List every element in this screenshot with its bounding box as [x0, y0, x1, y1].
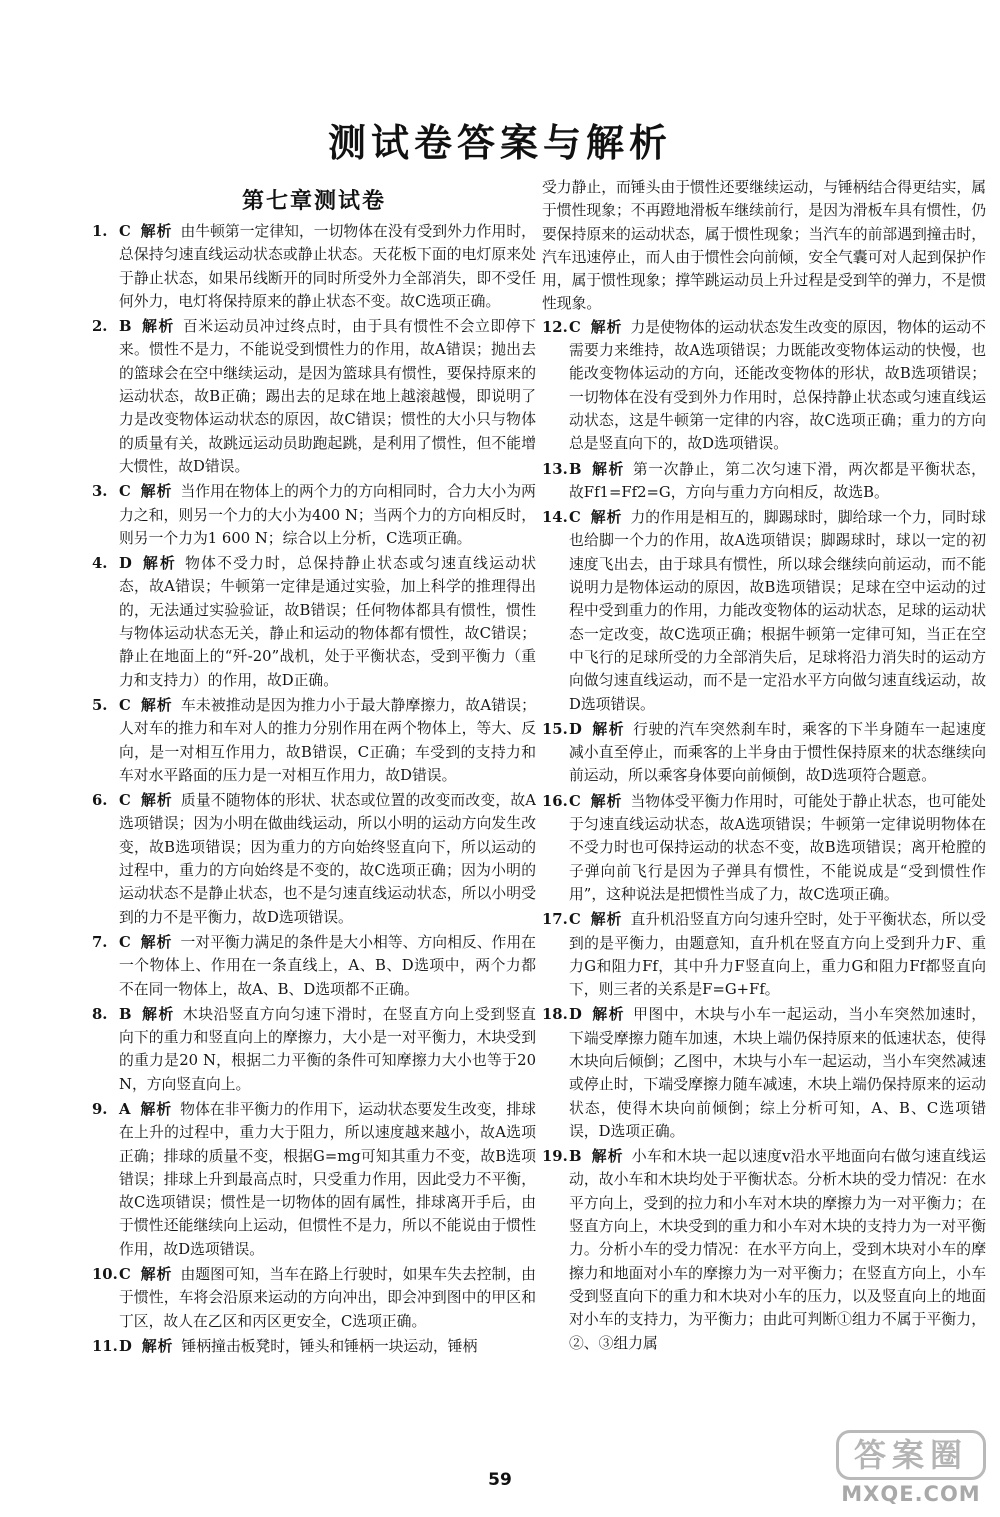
answer-choice: B [569, 460, 582, 478]
answer-choice: C [119, 223, 131, 240]
analysis-tag: 解析 [140, 1266, 173, 1284]
question-number: 6. [92, 792, 108, 810]
page-number: 59 [488, 1470, 512, 1490]
answer-choice: C [119, 696, 131, 714]
answer-item [92, 220, 536, 313]
answer-choice: D [119, 555, 132, 573]
analysis-tag: 解析 [141, 555, 178, 573]
answer-choice: B [119, 1005, 132, 1023]
answer-choice: B [569, 1148, 582, 1166]
question-number: 5. [92, 696, 108, 714]
question-number: 17. [542, 911, 568, 929]
explanation-text: 直升机沿竖直方向匀速升空时，处于平衡状态，所以受到的是平衡力，由题意知，直升机在竖直方向上受到升力F、重力G和阻力Ff，其中升力F竖直向上，重力G和阻力Ff都竖直向下，则三者的关系是F=G+Ff。 [569, 911, 986, 999]
answer-choice: C [569, 911, 581, 929]
explanation-text: 百米运动员冲过终点时，由于具有惯性不会立即停下来。惯性不是力，不能说受到惯性力的作用，故A错误；抛出去的篮球会在空中继续运动，是因为篮球具有惯性，要保持原来的运动状态，故B正确；踢出去的足球在地上越滚越慢，即说明了力是改变物体运动状态的原因，故C错误；惯性的大小只与物体的质量有关，故跳远运动员助跑起跳，是利用了惯性，但不能增大惯性，故D错误。 [119, 318, 536, 475]
question-number: 9. [92, 1100, 108, 1118]
answer-item [92, 931, 536, 1001]
explanation-text: 当物体受平衡力作用时，可能处于静止状态，也可能处于匀速直线运动状态，故A选项错误；牛顿第一定律说明物体在不受力时也可保持运动的状态不变，故B选项错误；离开枪膛的子弹向前飞行是因为子弹具有惯性，不能说成是“受到惯性作用”，这种说法是把惯性当成了力，故C选项正确。 [569, 792, 986, 903]
answer-item [542, 316, 986, 456]
analysis-tag: 解析 [140, 696, 173, 714]
answer-item [92, 1263, 536, 1333]
analysis-tag: 解析 [590, 911, 623, 929]
question-number: 2. [92, 318, 108, 336]
answer-choice: C [569, 792, 581, 810]
explanation-text: 物体不受力时，总保持静止状态或匀速直线运动状态，故A错误；牛顿第一定律是通过实验，加上科学的推理得出的，无法通过实验验证，故B错误；任何物体都具有惯性，惯性与物体运动状态无关，静止和运动的物体都有惯性，故C错误；静止在地面上的“歼-20”战机，处于平衡状态，受到平衡力（重力和支持力）的作用，故D正确。 [119, 555, 536, 689]
analysis-tag: 解析 [591, 1148, 624, 1166]
question-number: 8. [92, 1005, 108, 1023]
section-title: 第七章测试卷 [241, 189, 386, 214]
answer-choice: D [569, 720, 582, 738]
question-number: 1. [92, 223, 108, 240]
answer-item [92, 315, 536, 478]
explanation-text: 行驶的汽车突然刹车时，乘客的下半身随车一起速度减小直至停止，而乘客的上半身由于惯性保持原来的状态继续向前运动，所以乘客身体要向前倾倒，故D选项符合题意。 [569, 720, 986, 785]
question-number: 19. [542, 1148, 568, 1166]
analysis-tag: 解析 [140, 223, 173, 240]
explanation-text: 力的作用是相互的，脚踢球时，脚给球一个力，同时球也给脚一个力的作用，故A选项错误；脚踢球时，球以一定的初速度飞出去，由于球具有惯性，所以球会继续向前运动，而不能说明力是物体运动的原因，故B选项错误；足球在空中运动的过程中受到重力的作用，力能改变物体的运动状态，足球的运动状态一定改变，故C选项正确；根据牛顿第一定律可知，当正在空中飞行的足球所受的力全部消失后，足球将沿力消失时的运动方向做匀速直线运动，而不是一定沿水平方向做匀速直线运动，故D选项错误。 [569, 509, 986, 713]
answer-choice: C [119, 933, 131, 951]
explanation-text: 一对平衡力满足的条件是大小相等、方向相反、作用在一个物体上、作用在一条直线上，A、B、D选项中，两个力都不在同一物体上，故A、B、D选项都不正确。 [119, 933, 536, 998]
answer-item [92, 1003, 536, 1096]
answer-item [542, 1145, 986, 1355]
explanation-text: 甲图中，木块与小车一起运动，当小车突然加速时，下端受摩擦力随车加速，木块上端仍保持原来的低速状态，使得木块向后倾倒；乙图中，木块与小车一起运动，当小车突然减速或停止时，下端受摩擦力随车减速，木块上端仍保持原来的运动状态，使得木块向前倾倒；综上分析可知，A、B、C选项错误，D选项正确。 [569, 1006, 986, 1140]
question-number: 15. [542, 720, 568, 738]
answer-item [92, 1098, 536, 1261]
answer-item [92, 1335, 536, 1358]
answer-item [542, 458, 986, 505]
explanation-text: 木块沿竖直方向匀速下滑时，在竖直方向上受到竖直向下的重力和竖直向上的摩擦力，大小是一对平衡力，木块受到的重力是20 N，根据二力平衡的条件可知摩擦力大小也等于20 N，方向竖直向上。 [119, 1005, 536, 1093]
answer-choice: C [119, 792, 131, 810]
analysis-tag: 解析 [140, 792, 173, 810]
answer-item [92, 480, 536, 550]
explanation-text: 锤柄撞击板凳时，锤头和锤柄一块运动，锤柄 [181, 1337, 478, 1355]
question-number: 16. [542, 792, 568, 810]
answer-item [542, 1003, 986, 1143]
analysis-tag: 解析 [590, 792, 623, 810]
explanation-text: 由题图可知，当车在路上行驶时，如果车失去控制，由于惯性，车将会沿原来运动的方向冲出，即会冲到图中的甲区和丁区，故人在乙区和丙区更安全，C选项正确。 [119, 1266, 536, 1330]
answer-item [92, 694, 536, 787]
analysis-tag: 解析 [141, 318, 175, 336]
analysis-tag: 解析 [591, 1006, 626, 1024]
analysis-tag: 解析 [590, 318, 623, 336]
explanation-text: 车未被推动是因为推力小于最大静摩擦力，故A错误；人对车的推力和车对人的推力分别作用在两个物体上，等大、反向，是一对相互作用力，故B错误，C正确；车受到的支持力和车对水平路面的压力是一对相互作用力，故D错误。 [119, 696, 536, 784]
analysis-tag: 解析 [140, 933, 173, 951]
answer-choice: C [119, 1266, 131, 1284]
left-column [92, 220, 536, 1468]
answer-choice: D [119, 1337, 132, 1355]
question-number: 13. [542, 460, 568, 478]
analysis-tag: 解析 [141, 1337, 174, 1355]
explanation-text: 小车和木块一起以速度v沿水平地面向右做匀速直线运动，故小车和木块均处于平衡状态。分析木块的受力情况：在水平方向上，受到的拉力和小车对木块的摩擦力为一对平衡力；在竖直方向上，木块受到的重力和小车对木块的支持力为一对平衡力。分析小车的受力情况：在水平方向上，受到木块对小车的摩擦力和地面对小车的摩擦力为一对平衡力；在竖直方向上，小车受到竖直向下的重力和木块对小车的压力，以及竖直向上的地面对小车的支持力，为平衡力；由此可判断①组力不属于平衡力，②、③组力属 [569, 1148, 986, 1352]
explanation-text: 第一次静止，第二次匀速下滑，两次都是平衡状态，故Ff1=Ff2=G，方向与重力方向相反，故选B。 [569, 460, 986, 501]
answer-item [542, 718, 986, 788]
answer-item [92, 552, 536, 692]
right-column [542, 176, 986, 1468]
explanation-text: 当作用在物体上的两个力的方向相同时，合力大小为两力之和，则另一个力的大小为400 N；当两个力的方向相反时，则另一个力为1 600 N；综合以上分析，C选项正确。 [119, 483, 536, 547]
analysis-tag: 解析 [591, 720, 626, 738]
question-number: 4. [92, 555, 108, 573]
analysis-tag: 解析 [141, 1005, 175, 1023]
explanation-text: 物体在非平衡力的作用下，运动状态要发生改变，排球在上升的过程中，重力大于阻力，所以速度越来越小，故A选项正确；排球的质量不变，根据G=mg可知其重力不变，故B选项错误；排球上升到最高点时，只受重力作用，因此受力不平衡，故C选项错误；惯性是一切物体的固有属性，排球离开手后，由于惯性还能继续向上运动，但惯性不是力，所以不能说由于惯性作用，故D选项错误。 [119, 1100, 536, 1258]
analysis-tag: 解析 [140, 483, 173, 501]
answer-choice: B [119, 318, 132, 336]
question-number: 3. [92, 483, 108, 501]
page-title: 测试卷答案与解析 [327, 121, 672, 165]
answer-item [92, 789, 536, 929]
answer-choice: C [119, 483, 131, 501]
question-number: 11. [92, 1337, 118, 1355]
question-number: 12. [542, 318, 568, 336]
answer-choice: D [569, 1006, 582, 1024]
continued-text: 受力静止，而锤头由于惯性还要继续运动，与锤柄结合得更结实，属于惯性现象；不再蹬地滑板车继续前行，是因为滑板车具有惯性，仍要保持原来的运动状态，属于惯性现象；当汽车的前部遇到撞击时，汽车迅速停止，而人由于惯性会向前倾，安全气囊可对人起到保护作用，属于惯性现象；撑竿跳运动员上升过程是受到竿的弹力，不是惯性现象。 [542, 179, 986, 313]
explanation-text: 力是使物体的运动状态发生改变的原因，物体的运动不需要力来维持，故A选项错误；力既能改变物体运动的快慢，也能改变物体运动的方向，还能改变物体的形状，故B选项错误；一切物体在没有受到外力作用时，总保持静止状态或匀速直线运动状态，这是牛顿第一定律的内容，故C选项正确；重力的方向总是竖直向下的，故D选项错误。 [569, 318, 986, 453]
watermark-logo-text: 答案圈 [836, 1430, 986, 1480]
answer-item [542, 908, 986, 1001]
analysis-tag: 解析 [140, 1100, 173, 1118]
watermark-url: MXQE.COM [841, 1482, 981, 1506]
analysis-tag: 解析 [590, 509, 623, 527]
question-number: 18. [542, 1006, 568, 1024]
answer-choice: A [119, 1100, 131, 1118]
question-number: 14. [542, 509, 568, 527]
explanation-text: 由牛顿第一定律知，一切物体在没有受到外力作用时，总保持匀速直线运动状态或静止状态。天花板下面的电灯原来处于静止状态，如果吊线断开的同时所受外力全部消失，即不受任何外力，电灯将保持原来的静止状态不变。故C选项正确。 [119, 223, 536, 310]
answer-choice: C [569, 509, 581, 527]
question-number: 10. [92, 1266, 118, 1284]
analysis-tag: 解析 [591, 460, 625, 478]
question-number: 7. [92, 933, 108, 951]
explanation-text: 质量不随物体的形状、状态或位置的改变而改变，故A选项错误；因为小明在做曲线运动，所以小明的运动方向发生改变，故B选项错误；因为重力的方向始终竖直向下，所以运动的过程中，重力的方向始终是不变的，故C选项正确；因为小明的运动状态不是静止状态，也不是匀速直线运动状态，所以小明受到的力不是平衡力，故D选项错误。 [119, 792, 536, 926]
answer-item [542, 790, 986, 906]
answer-choice: C [569, 318, 581, 336]
answer-item [542, 506, 986, 716]
